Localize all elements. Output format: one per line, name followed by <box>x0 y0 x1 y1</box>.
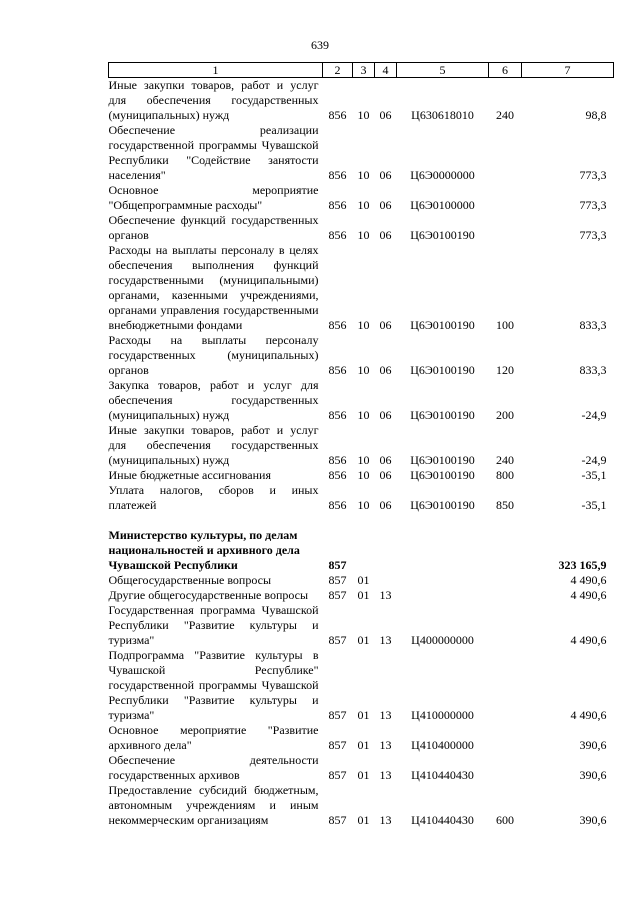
table-row <box>109 213 614 243</box>
amount-cell: -35,1 <box>581 468 607 482</box>
target-article-cell <box>397 588 489 603</box>
row-name-cell: Основное мероприятие "Развитие архивного дела" <box>108 723 319 752</box>
section-code-cell: 10 <box>357 468 370 482</box>
amount-cell: 4 490,6 <box>570 573 607 587</box>
section-code-cell: 10 <box>357 168 370 182</box>
section-code-cell: 10 <box>357 198 370 212</box>
amount-cell: -35,1 <box>581 498 607 512</box>
amount-cell: 390,6 <box>579 813 607 827</box>
subsection-code-cell: 06 <box>379 228 392 242</box>
target-article-cell: Ц6Э0100190 <box>410 318 475 332</box>
target-article-cell: Ц6Э0100190 <box>410 408 475 422</box>
table-row <box>109 468 614 483</box>
target-article-cell: Ц6Э0100190 <box>410 498 475 512</box>
row-name-cell: Предоставление субсидий бюджетным, автономным учреждениям и иным некоммерческим организациям <box>108 783 319 827</box>
target-article-cell: Ц6Э0100190 <box>410 363 475 377</box>
amount-cell: 773,3 <box>579 228 607 242</box>
table-row <box>109 123 614 183</box>
table-row <box>109 648 614 723</box>
subsection-code-cell: 06 <box>379 198 392 212</box>
row-name-cell: Основное мероприятие "Общепрограммные расходы" <box>108 183 319 212</box>
expense-type-cell <box>489 183 522 213</box>
expense-type-cell: 600 <box>496 813 514 827</box>
subsection-code-cell <box>375 528 397 573</box>
column-header: 5 <box>397 63 489 78</box>
expense-type-cell <box>489 528 522 573</box>
ministry-code-cell: 857 <box>328 588 347 602</box>
target-article-cell: Ц6Э0100190 <box>410 228 475 242</box>
section-code-cell: 10 <box>357 408 370 422</box>
column-header: 3 <box>353 63 375 78</box>
ministry-code-cell: 856 <box>328 408 347 422</box>
table-row <box>109 183 614 213</box>
amount-cell: 4 490,6 <box>570 633 607 647</box>
amount-cell: 390,6 <box>579 738 607 752</box>
expense-type-cell: 240 <box>496 108 514 122</box>
subsection-code-cell: 13 <box>379 813 392 827</box>
ministry-code-cell: 856 <box>328 198 347 212</box>
amount-cell: 773,3 <box>579 198 607 212</box>
amount-cell: 4 490,6 <box>570 708 607 722</box>
column-header: 6 <box>489 63 522 78</box>
column-header: 7 <box>522 63 614 78</box>
subsection-code-cell <box>375 573 397 588</box>
row-name-cell: Государственная программа Чувашской Республики "Развитие культуры и туризма" <box>108 603 319 647</box>
target-article-cell: Ц6Э0100190 <box>410 453 475 467</box>
ministry-code-cell: 857 <box>328 768 347 782</box>
target-article-cell: Ц410440430 <box>411 768 474 782</box>
table-row <box>109 573 614 588</box>
subsection-code-cell: 06 <box>379 498 392 512</box>
target-article-cell: Ц6Э0000000 <box>410 168 475 182</box>
ministry-code-cell: 856 <box>328 108 347 122</box>
subsection-code-cell: 13 <box>379 588 392 602</box>
row-name-cell: Другие общегосударственные вопросы <box>108 588 309 602</box>
table-row <box>109 423 614 468</box>
subsection-code-cell: 13 <box>379 633 392 647</box>
expense-type-cell <box>489 648 522 723</box>
table-row <box>109 243 614 333</box>
expense-type-cell: 120 <box>496 363 514 377</box>
section-code-cell: 01 <box>357 588 370 602</box>
section-code-cell: 01 <box>357 573 370 587</box>
expense-type-cell: 200 <box>496 408 514 422</box>
section-code-cell: 10 <box>357 318 370 332</box>
subsection-code-cell: 06 <box>379 363 392 377</box>
target-article-cell: Ц410000000 <box>411 708 474 722</box>
section-code-cell: 01 <box>357 813 370 827</box>
expense-type-cell: 800 <box>496 468 514 482</box>
ministry-row <box>109 528 614 573</box>
section-code-cell: 10 <box>357 363 370 377</box>
table-row <box>109 483 614 513</box>
subsection-code-cell: 13 <box>379 738 392 752</box>
row-name-cell: Иные бюджетные ассигнования <box>108 468 271 482</box>
ministry-code-cell: 857 <box>328 633 347 647</box>
ministry-code-cell: 857 <box>328 813 347 827</box>
column-header: 4 <box>375 63 397 78</box>
ministry-code-cell: 856 <box>328 228 347 242</box>
target-article-cell: Ц410440430 <box>411 813 474 827</box>
section-code-cell <box>353 528 375 573</box>
subsection-code-cell: 13 <box>379 708 392 722</box>
section-code-cell: 10 <box>357 453 370 467</box>
subsection-code-cell: 06 <box>379 453 392 467</box>
subsection-code-cell: 06 <box>379 408 392 422</box>
budget-table <box>108 62 614 828</box>
amount-cell: 323 165,9 <box>558 558 607 572</box>
table-row <box>109 753 614 783</box>
table-row <box>109 78 614 124</box>
amount-cell: 833,3 <box>579 363 607 377</box>
row-name-cell: Закупка товаров, работ и услуг для обеспечения государственных (муниципальных) нужд <box>108 378 319 422</box>
expense-type-cell <box>489 723 522 753</box>
table-row <box>109 723 614 753</box>
ministry-code-cell: 856 <box>328 498 347 512</box>
expense-type-cell <box>489 753 522 783</box>
table-row <box>109 783 614 828</box>
amount-cell: 4 490,6 <box>570 588 607 602</box>
row-name-cell: Уплата налогов, сборов и иных платежей <box>108 483 319 512</box>
row-name-cell: Общегосударственные вопросы <box>108 573 272 587</box>
expense-type-cell <box>489 573 522 588</box>
amount-cell: 390,6 <box>579 768 607 782</box>
subsection-code-cell: 06 <box>379 108 392 122</box>
row-name-cell: Иные закупки товаров, работ и услуг для обеспечения государственных (муниципальных) нужд <box>108 423 319 467</box>
row-name-cell: Обеспечение реализации государственной программы Чувашской Республики "Содействие занятости населения" <box>108 123 319 182</box>
amount-cell: 98,8 <box>585 108 607 122</box>
spacer-row <box>109 513 614 528</box>
row-name-cell: Расходы на выплаты персоналу государственных (муниципальных) органов <box>108 333 319 377</box>
section-code-cell: 10 <box>357 228 370 242</box>
section-code-cell: 01 <box>357 708 370 722</box>
ministry-code-cell: 856 <box>328 468 347 482</box>
target-article-cell <box>397 573 489 588</box>
target-article-cell: Ц6Э0100000 <box>410 198 475 212</box>
section-code-cell: 01 <box>357 633 370 647</box>
expense-type-cell <box>489 588 522 603</box>
subsection-code-cell: 13 <box>379 768 392 782</box>
page-number: 639 <box>311 38 329 52</box>
row-name-cell: Обеспечение деятельности государственных архивов <box>108 753 319 782</box>
amount-cell: -24,9 <box>581 453 607 467</box>
target-article-cell: Ц6Э0100190 <box>410 468 475 482</box>
row-name-cell: Иные закупки товаров, работ и услуг для обеспечения государственных (муниципальных) нужд <box>108 78 319 122</box>
column-header: 2 <box>323 63 353 78</box>
target-article-cell: Ц400000000 <box>411 633 474 647</box>
ministry-code-cell: 857 <box>328 708 347 722</box>
ministry-code-cell: 856 <box>328 453 347 467</box>
amount-cell: 833,3 <box>579 318 607 332</box>
table-row <box>109 333 614 378</box>
section-code-cell: 10 <box>357 108 370 122</box>
target-article-cell: Ц630618010 <box>411 108 474 122</box>
target-article-cell <box>397 528 489 573</box>
amount-cell: -24,9 <box>581 408 607 422</box>
row-name-cell: Обеспечение функций государственных органов <box>108 213 319 242</box>
row-name-cell: Расходы на выплаты персоналу в целях обеспечения выполнения функций государственными (муниципальными) органами, казенными учреждениями, органами управления государственными внебюджетными фондами <box>108 243 319 332</box>
expense-type-cell: 850 <box>496 498 514 512</box>
table-row <box>109 378 614 423</box>
table-row <box>109 588 614 603</box>
ministry-code-cell: 857 <box>328 573 347 587</box>
subsection-code-cell: 06 <box>379 168 392 182</box>
subsection-code-cell: 06 <box>379 318 392 332</box>
ministry-code-cell: 856 <box>328 363 347 377</box>
column-header-row <box>109 63 614 78</box>
expense-type-cell: 240 <box>496 453 514 467</box>
expense-type-cell: 100 <box>496 318 514 332</box>
expense-type-cell <box>489 603 522 648</box>
ministry-code-cell: 856 <box>328 168 347 182</box>
section-code-cell: 01 <box>357 738 370 752</box>
row-name-cell: Министерство культуры, по делам национальностей и архивного дела Чувашской Республики <box>108 528 300 572</box>
ministry-code-cell: 857 <box>328 558 347 572</box>
ministry-code-cell: 857 <box>328 738 347 752</box>
amount-cell: 773,3 <box>579 168 607 182</box>
expense-type-cell <box>489 123 522 183</box>
table-row <box>109 603 614 648</box>
target-article-cell: Ц410400000 <box>411 738 474 752</box>
subsection-code-cell: 06 <box>379 468 392 482</box>
expense-type-cell <box>489 213 522 243</box>
section-code-cell: 10 <box>357 498 370 512</box>
column-header: 1 <box>109 63 323 78</box>
ministry-code-cell: 856 <box>328 318 347 332</box>
section-code-cell: 01 <box>357 768 370 782</box>
row-name-cell: Подпрограмма "Развитие культуры в Чувашской Республике" государственной программы Чувашской Республики "Развитие культуры и туризма" <box>108 648 319 722</box>
